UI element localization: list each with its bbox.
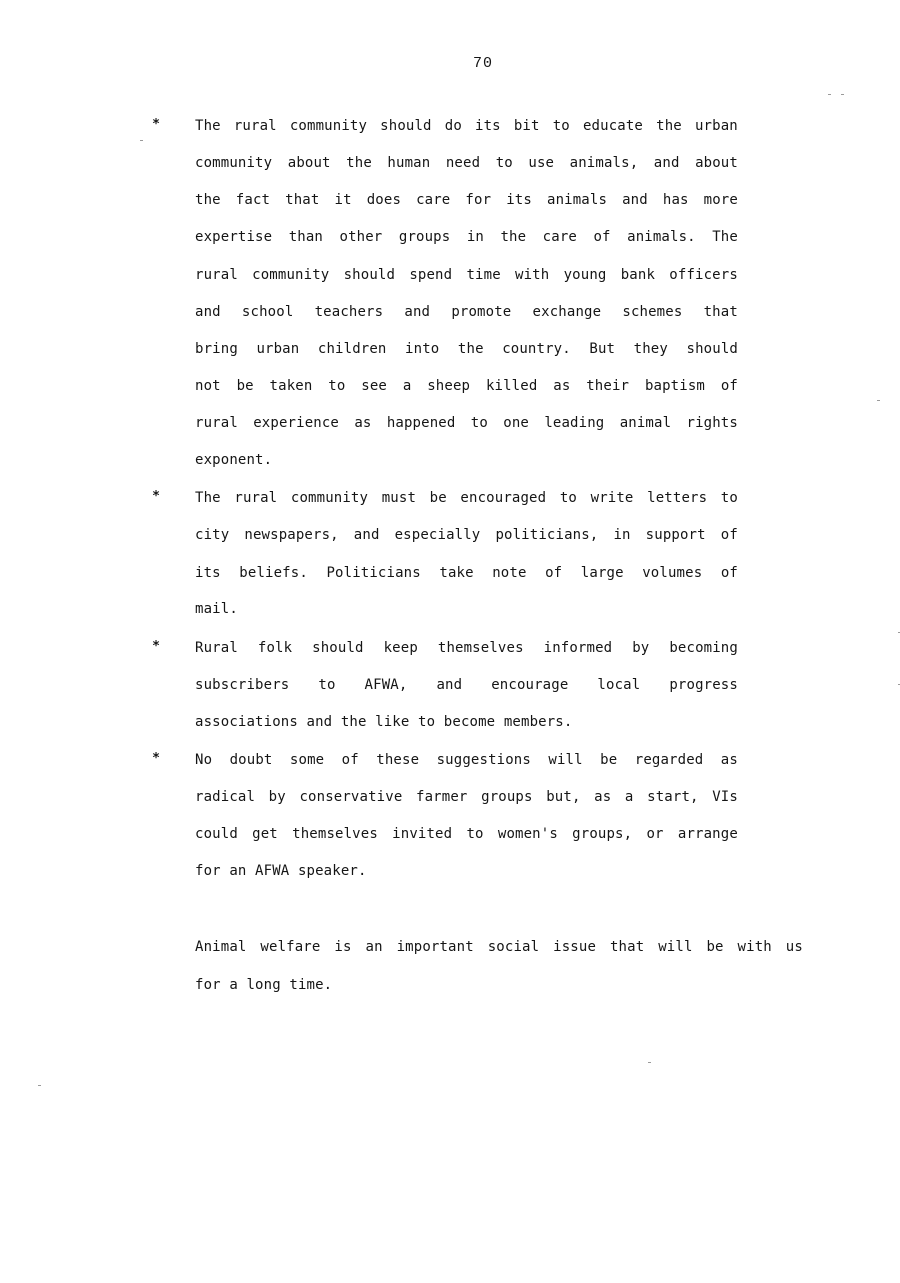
text-line: could get themselves invited to women's groups, or arrange (195, 826, 738, 842)
text-line: radical by conservative farmer groups but, as a start, VIs (195, 789, 738, 805)
text-line: rural experience as happened to one leading animal rights (195, 415, 738, 431)
bullet-marker: * (152, 489, 160, 504)
text-line: expertise than other groups in the care of animals. The (195, 229, 738, 245)
scan-speck (38, 1085, 41, 1086)
text-line: community about the human need to use animals, and about (195, 155, 738, 171)
text-line: The rural community should do its bit to educate the urban (195, 118, 738, 134)
text-line: No doubt some of these suggestions will be regarded as (195, 752, 738, 768)
bullet-marker: * (152, 117, 160, 132)
text-line: and school teachers and promote exchange schemes that (195, 304, 738, 320)
scan-speck (828, 94, 831, 95)
text-line: subscribers to AFWA, and encourage local progress (195, 677, 738, 693)
text-line: rural community should spend time with young bank officers (195, 267, 738, 283)
scan-speck (877, 400, 880, 401)
scan-speck (841, 94, 844, 95)
page-number: 70 (472, 55, 493, 72)
bullet-marker: * (152, 639, 160, 654)
text-line: its beliefs. Politicians take note of large volumes of (195, 565, 738, 581)
text-line: for a long time. (195, 977, 333, 993)
text-line: bring urban children into the country. But they should (195, 341, 738, 357)
text-line: for an AFWA speaker. (195, 863, 367, 879)
text-line: associations and the like to become members. (195, 714, 573, 730)
text-line: the fact that it does care for its animals and has more (195, 192, 738, 208)
scan-speck (140, 140, 143, 141)
text-line: exponent. (195, 452, 273, 468)
text-line: Rural folk should keep themselves informed by becoming (195, 640, 738, 656)
text-line: The rural community must be encouraged to write letters to (195, 490, 738, 506)
scan-speck (648, 1062, 651, 1063)
text-line: mail. (195, 601, 238, 617)
text-line: not be taken to see a sheep killed as their baptism of (195, 378, 738, 394)
text-line: Animal welfare is an important social issue that will be with us (195, 939, 803, 955)
text-line: city newspapers, and especially politicians, in support of (195, 527, 738, 543)
bullet-marker: * (152, 751, 160, 766)
